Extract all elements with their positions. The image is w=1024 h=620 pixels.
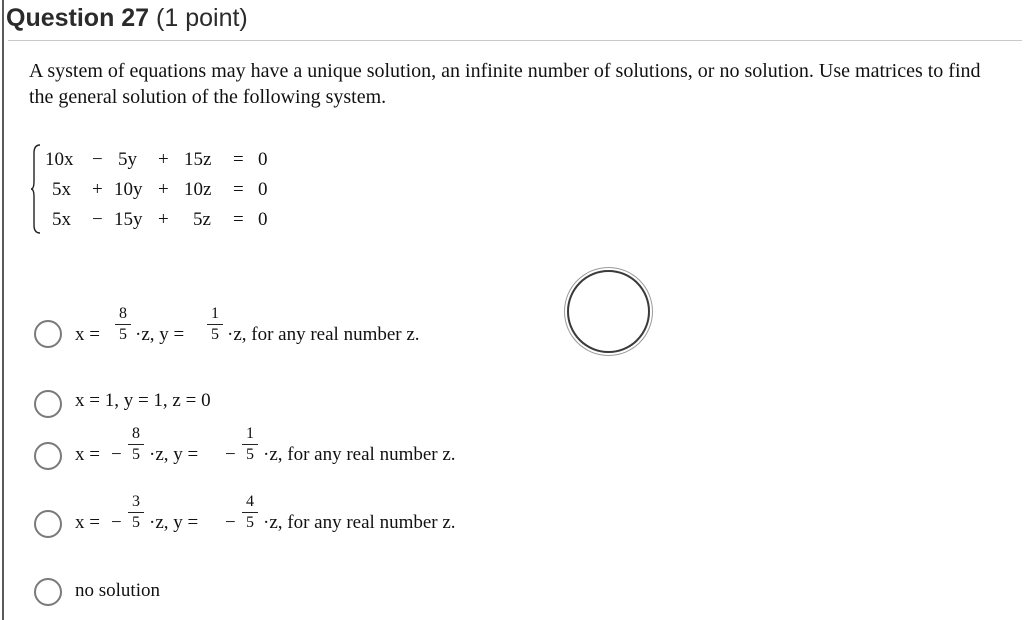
radio-button-b[interactable] — [34, 390, 62, 418]
radio-button-d[interactable] — [34, 510, 62, 538]
radio-button-c[interactable] — [34, 442, 62, 470]
option-c-math — [75, 424, 555, 480]
sign: − — [225, 512, 236, 533]
question-header — [6, 4, 248, 33]
x-equals: x = — [75, 324, 100, 345]
term: 0 — [258, 149, 268, 170]
term: 10z — [184, 179, 212, 200]
term: 0 — [258, 179, 268, 200]
term: 10x — [45, 149, 74, 170]
question-points: (1 point) — [156, 4, 248, 32]
left-border — [2, 0, 4, 620]
term: 5y — [118, 149, 137, 170]
sign: − — [111, 512, 122, 533]
fraction-x: 8 5 — [115, 305, 131, 344]
fraction-y: 1 5 — [207, 305, 223, 344]
fraction-y: 4 5 — [242, 493, 258, 532]
answer-option-d[interactable] — [34, 490, 554, 533]
option-a-math — [75, 302, 535, 358]
operator: − — [92, 149, 103, 170]
answer-option-b[interactable] — [34, 388, 294, 428]
operator: + — [158, 209, 169, 230]
fraction-x: 3 5 — [128, 493, 144, 532]
answer-option-a[interactable] — [34, 302, 534, 345]
term: 15y — [114, 209, 143, 230]
y-equals: ·z, y = — [149, 512, 199, 533]
operator: − — [92, 209, 103, 230]
operator: + — [158, 179, 169, 200]
sign: − — [225, 444, 236, 465]
operator: + — [92, 179, 103, 200]
circle-icon — [567, 270, 650, 353]
option-e-text: no solution — [75, 580, 160, 601]
question-title: Question 27 — [6, 4, 150, 32]
option-c-tail: ·z, for any real number z. — [263, 444, 456, 465]
answer-option-e[interactable] — [34, 576, 234, 616]
equals-sign: = — [233, 209, 244, 230]
y-equals: ·z, y = — [149, 444, 199, 465]
answer-option-c[interactable] — [34, 424, 554, 464]
question-prompt: A system of equations may have a unique solution, an infinite number of solutions, or no solution. Use matrices to find the general solution of the following system. — [29, 60, 981, 108]
equals-sign: = — [233, 149, 244, 170]
term: 5x — [52, 209, 71, 230]
term: 15z — [184, 149, 212, 170]
term: 5x — [52, 179, 71, 200]
radio-button-a[interactable] — [34, 320, 62, 348]
term: 10y — [114, 179, 143, 200]
left-brace-icon — [30, 143, 42, 235]
sign: − — [111, 444, 122, 465]
option-a-tail: ·z, for any real number z. — [227, 324, 420, 345]
equals-sign: = — [233, 179, 244, 200]
equation-system — [30, 143, 275, 235]
option-d-tail: ·z, for any real number z. — [263, 512, 456, 533]
option-b-text: x = 1, y = 1, z = 0 — [75, 390, 211, 411]
fraction-y: 1 5 — [242, 425, 258, 464]
header-divider — [8, 40, 1022, 41]
term: 0 — [258, 209, 268, 230]
operator: + — [158, 149, 169, 170]
option-d-math — [75, 490, 555, 546]
y-equals: ·z, y = — [135, 324, 185, 345]
fraction-x: 8 5 — [128, 425, 144, 464]
x-equals: x = — [75, 444, 100, 465]
radio-button-e[interactable] — [34, 578, 62, 606]
term: 5z — [193, 209, 211, 230]
x-equals: x = — [75, 512, 100, 533]
